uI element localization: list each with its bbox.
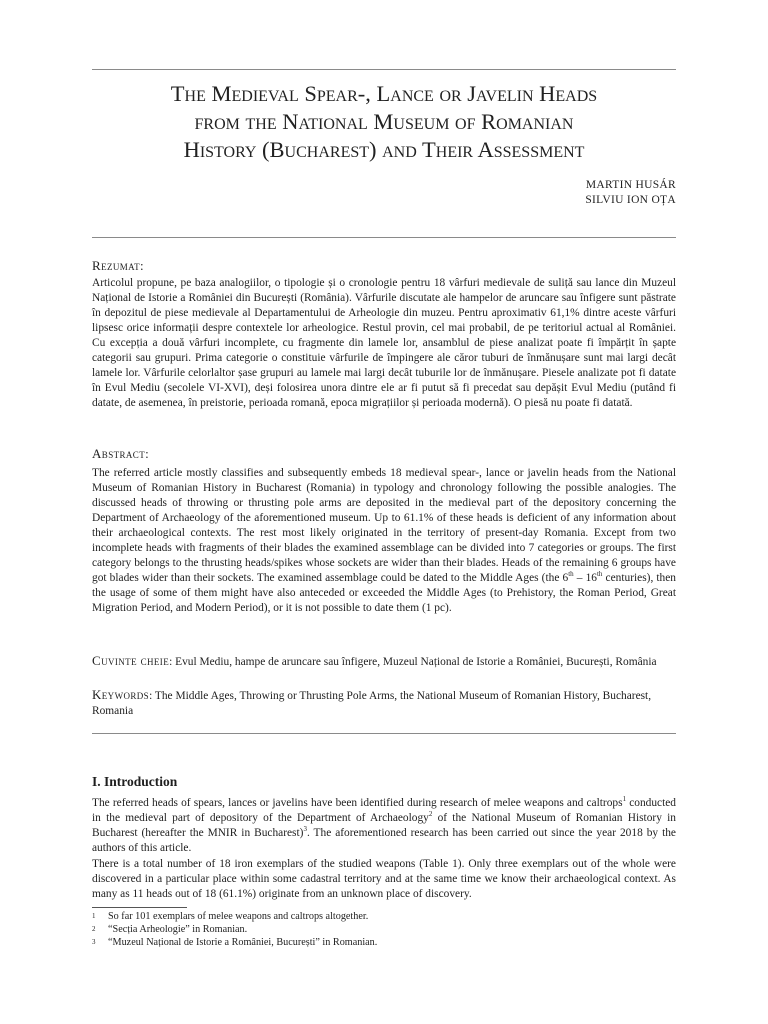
abstract-heading: Abstract:	[92, 446, 150, 461]
title-line-1: The Medieval Spear-, Lance or Javelin Heads	[170, 81, 598, 106]
intro-p1-c: of the National Museum of Romanian History in Bucharest (hereafter the MNIR in Bucharest)	[92, 812, 676, 839]
title-line-2: from the National Museum of Romanian	[194, 109, 574, 134]
title-line-3: History (Bucharest) and Their Assessment	[183, 137, 585, 162]
abstract-text-part1: The referred article mostly classifies and subsequently embeds 18 medieval spear-, lance or javelin heads from the National Museum of Romanian History in Bucharest (Romania) in typology and chronology following the possible analogies. The discussed heads of throwing or thrusting pole arms are deposited in the medieval part of the depository concerning the Department of Archaeology of the aforementioned museum. Up to 61.1% of these heads is deficient of any information about their archaeological contexts. The rest most likely originated in the territory of present-day Romania. Except from two incomplete heads with fragments of their blades the examined assemblage can be divided into 7 categories or groups. The first category belongs to the thrusting heads/spikes whose sockets are wider than their blades. Heads of the remaining 6 groups have got blades wider than their sockets. The examined assemblage could be dated to the Middle Ages (the 6	[92, 467, 676, 584]
footnote	[92, 923, 676, 936]
footnote-number: 1	[92, 912, 96, 920]
footnote-number: 3	[92, 938, 96, 946]
cuvinte-cheie	[92, 653, 676, 670]
authors	[585, 178, 676, 208]
footnote-ref-2: 2	[428, 810, 433, 819]
abstract-sup-1: th	[568, 570, 574, 579]
footnote-number: 2	[92, 925, 96, 933]
abstract-text	[92, 466, 676, 616]
section-heading-introduction: I. Introduction	[92, 774, 178, 789]
cuvinte-cheie-text: : Evul Mediu, hampe de aruncare sau înfigere, Muzeul Național de Istorie a României, București, România	[169, 656, 657, 668]
footnotes	[92, 910, 676, 949]
intro-p1-d: . The aforementioned research has been carried out since the year 2018 by the authors of this article.	[92, 827, 676, 854]
intro-paragraph-2: There is a total number of 18 iron exemplars of the studied weapons (Table 1). Only three exemplars out of the whole were discovered in a particular place within some cadastral territory and at the same time we know their archaeological context. As many as 11 heads out of 18 (61.1%) originate from an unknown place of discovery.	[92, 858, 676, 900]
author-2: SILVIU ION OȚA	[585, 194, 676, 206]
keywords	[92, 687, 676, 719]
keywords-rule	[92, 733, 676, 734]
footnote	[92, 936, 676, 949]
abstract-text-part2: – 16	[573, 572, 597, 584]
abstract-text-part3: centuries), then the usage of some of them might have also anteceded or exceeded the Middle Ages (to Prehistory, the Roman Period, Great Migration Period, and Modern Period), or it is not possible to date them (1 pc).	[92, 572, 677, 614]
intro-p1-b: conducted in the medieval part of depository of the Department of Archaeology	[92, 797, 677, 824]
abstract-sup-2: th	[596, 570, 603, 579]
intro-paragraph-1	[92, 796, 676, 856]
author-1: MARTIN HUSÁR	[585, 179, 676, 191]
footnote-ref-3: 3	[303, 825, 307, 834]
rezumat-heading: Rezumat:	[92, 258, 144, 273]
footnote-ref-1: 1	[622, 795, 627, 804]
keywords-label: Keywords	[92, 687, 150, 702]
article-title	[92, 80, 676, 164]
intro-p1-a: The referred heads of spears, lances or javelins have been identified during research of melee weapons and caltrops	[92, 797, 623, 809]
footnote-text: “Muzeul Național de Istorie a României, București” in Romanian.	[108, 937, 378, 948]
footnote-text: So far 101 exemplars of melee weapons and caltrops altogether.	[108, 911, 369, 922]
footnote	[92, 910, 676, 923]
keywords-text: : The Middle Ages, Throwing or Thrusting Pole Arms, the National Museum of Romanian History, Bucharest, Romania	[92, 690, 652, 717]
cuvinte-cheie-label: Cuvinte cheie	[92, 653, 170, 668]
rezumat-text: Articolul propune, pe baza analogiilor, o tipologie și o cronologie pentru 18 vârfuri medievale de suliță sau lance din Muzeul Național de Istorie a României din București (România). Vârfurile discutate ale hampelor de aruncare sau înfigere sunt păstrate în depozitul de piese medievale al Departamentului de Arheologie din muzeu. Pentru aproximativ 61,1% dintre aceste vârfuri lipsesc orice informații despre contextele lor arheologice. Restul provin, cel mai probabil, de pe teritoriul actual al României. Cu excepția a două vârfuri incomplete, cu fragmente din lamele lor, ansamblul de piese analizat poate fi împărțit în șapte categorii sau grupuri. Prima categorie o constituie vârfurile de împingere ale căror tuburi de înmănușare sunt mai largi decât lamele lor. Vârfurile celorlaltor șase grupuri au lamele mai largi decât tuburile lor de înmănușare. Piesele analizate pot fi datate în Evul Mediu (secolele VI-XVI), deși folosirea unora dintre ele ar fi putut să fi precedat sau depășit Evul Mediu (putând fi datate, de asemenea, în preistorie, perioada romană, epoca migrațiilor și perioada modernă). O piesă nu poate fi datată.	[92, 277, 676, 409]
footnote-separator	[92, 907, 187, 908]
authors-rule	[92, 237, 676, 238]
top-rule	[92, 69, 676, 70]
footnote-text: “Secția Arheologie” in Romanian.	[108, 924, 248, 935]
